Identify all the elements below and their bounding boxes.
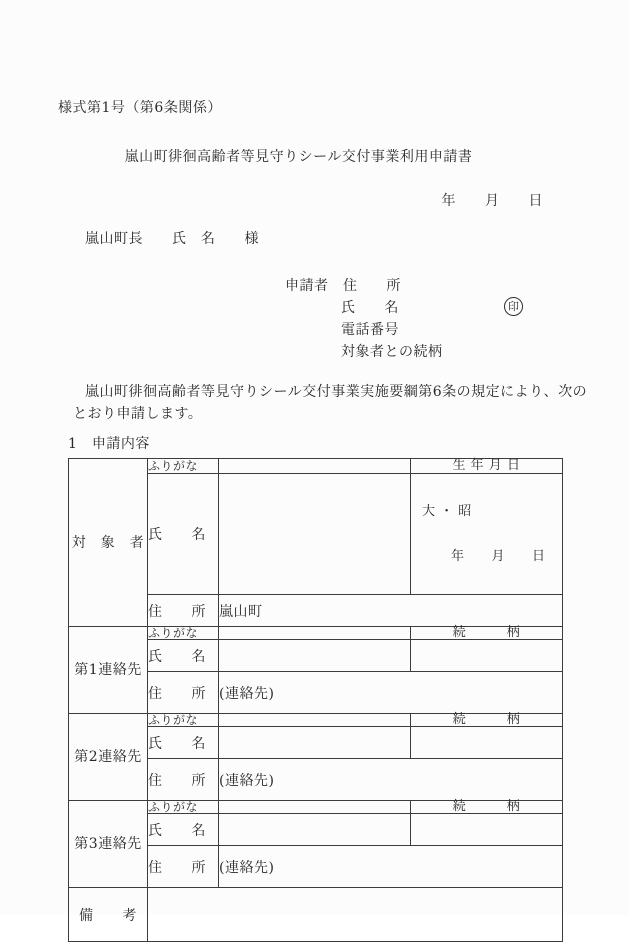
contact2-relation-cell xyxy=(411,727,563,759)
target-birthdate-cell xyxy=(411,474,563,595)
table-row xyxy=(69,801,563,814)
page-title: 嵐山町徘徊高齢者等見守りシール交付事業利用申請書 xyxy=(124,149,473,165)
applicant-phone-line: 電話番号 xyxy=(341,322,399,338)
seal-character: 印 xyxy=(508,300,519,313)
contact1-name-cell xyxy=(219,640,411,672)
addressee-line: 嵐山町長 氏 名 様 xyxy=(85,231,259,247)
birth-date-blanks: 年 月 日 xyxy=(451,549,546,564)
table-row xyxy=(69,714,563,727)
address-label: 住 所 xyxy=(148,595,219,627)
contact3-furigana-cell xyxy=(219,801,411,814)
target-name-cell xyxy=(219,474,411,595)
contact1-address-cell: (連絡先) xyxy=(219,672,563,714)
applicant-relation-line: 対象者との続柄 xyxy=(341,344,443,360)
address-label: 住 所 xyxy=(148,846,219,888)
applicant-name-line: 氏 名 xyxy=(341,300,399,316)
furigana-label: ふりがな xyxy=(148,801,219,814)
group-label-contact3: 第3連絡先 xyxy=(69,801,148,888)
name-label: 氏 名 xyxy=(148,640,219,672)
group-label-contact2: 第2連絡先 xyxy=(69,714,148,801)
target-furigana-cell xyxy=(219,459,411,474)
furigana-label: ふりがな xyxy=(148,459,219,474)
contact1-furigana-cell xyxy=(219,627,411,640)
body-paragraph-line1: 嵐山町徘徊高齢者等見守りシール交付事業実施要綱第6条の規定により、次の xyxy=(85,384,588,400)
address-label: 住 所 xyxy=(148,672,219,714)
name-label: 氏 名 xyxy=(148,474,219,595)
birthdate-header: 生 年 月 日 xyxy=(411,459,563,474)
group-label-target: 対 象 者 xyxy=(69,459,148,627)
contact1-relation-cell xyxy=(411,640,563,672)
table-row xyxy=(69,888,563,942)
group-label-contact1: 第1連絡先 xyxy=(69,627,148,714)
relation-header: 続 柄 xyxy=(411,627,563,640)
relation-header: 続 柄 xyxy=(411,801,563,814)
target-address-cell: 嵐山町 xyxy=(219,595,563,627)
applicant-address-line: 申請者 住 所 xyxy=(285,278,401,294)
furigana-label: ふりがな xyxy=(148,627,219,640)
application-table xyxy=(68,458,563,942)
remarks-label: 備 考 xyxy=(69,888,148,942)
contact3-name-cell xyxy=(219,814,411,846)
table-row xyxy=(69,627,563,640)
seal-icon xyxy=(504,297,523,316)
form-number: 様式第1号（第6条関係） xyxy=(58,100,222,116)
section-heading: 1 申請内容 xyxy=(68,436,150,452)
address-label: 住 所 xyxy=(148,759,219,801)
relation-header: 続 柄 xyxy=(411,714,563,727)
contact3-relation-cell xyxy=(411,814,563,846)
contact2-furigana-cell xyxy=(219,714,411,727)
contact2-name-cell xyxy=(219,727,411,759)
remarks-cell xyxy=(148,888,563,942)
birth-era-options: 大 ・ 昭 xyxy=(422,504,472,519)
contact2-address-cell: (連絡先) xyxy=(219,759,563,801)
table-row xyxy=(69,459,563,474)
date-blank-line: 年 月 日 xyxy=(441,193,543,209)
body-paragraph-line2: とおり申請します。 xyxy=(73,406,203,422)
name-label: 氏 名 xyxy=(148,814,219,846)
name-label: 氏 名 xyxy=(148,727,219,759)
contact3-address-cell: (連絡先) xyxy=(219,846,563,888)
furigana-label: ふりがな xyxy=(148,714,219,727)
